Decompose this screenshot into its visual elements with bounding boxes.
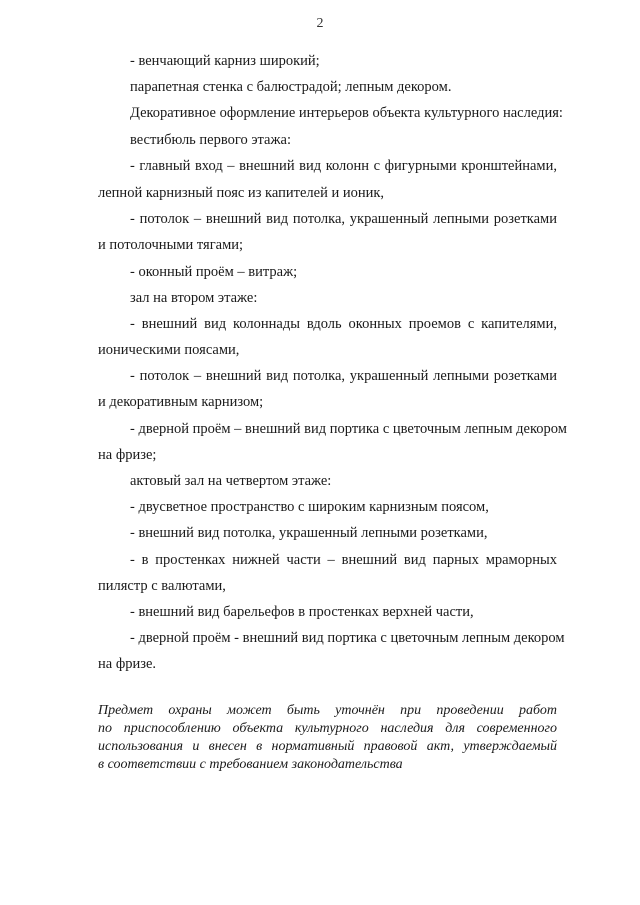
text-line: вестибюль первого этажа: [130, 132, 291, 148]
text-line: Декоративное оформление интерьеров объекта культурного наследия: [130, 105, 563, 121]
page-number: 2 [316, 16, 324, 31]
text-line: - венчающий карниз широкий; [130, 53, 320, 69]
text-line: - внешний вид колоннады вдоль оконных проемов с капителями, [130, 316, 557, 332]
text-line: - оконный проём – витраж; [130, 264, 298, 280]
text-line: - главный вход – внешний вид колонн с фигурными кронштейнами, [130, 158, 557, 174]
text-line: - внешний вид барельефов в простенках верхней части, [130, 604, 474, 620]
note-line: в соответствии с требованием законодательства [98, 757, 403, 772]
text-line: актовый зал на четвертом этаже: [130, 473, 332, 489]
text-line: зал на втором этаже: [130, 290, 258, 306]
text-line: на фризе. [98, 656, 157, 672]
text-line: - в простенках нижней части – внешний вид парных мраморных [130, 552, 557, 568]
text-line: лепной карнизный пояс из капителей и ионик, [98, 185, 385, 201]
text-line: - дверной проём - внешний вид портика с цветочным лепным декором [130, 630, 565, 646]
note-line: использования и внесен в нормативный правовой акт, утверждаемый [98, 739, 557, 754]
text-line: пилястр с валютами, [98, 578, 226, 594]
note-line: Предмет охраны может быть уточнён при проведении работ [98, 703, 557, 718]
text-line: - внешний вид потолка, украшенный лепными розетками, [130, 525, 488, 541]
text-line: на фризе; [98, 447, 157, 463]
text-line: - потолок – внешний вид потолка, украшенный лепными розетками [130, 368, 557, 384]
note-line: по приспособлению объекта культурного наследия для современного [98, 721, 557, 736]
text-line: ионическими поясами, [98, 342, 240, 358]
text-line: парапетная стенка с балюстрадой; лепным декором. [130, 79, 452, 95]
text-line: - потолок – внешний вид потолка, украшенный лепными розетками [130, 211, 557, 227]
text-line: и потолочными тягами; [98, 237, 244, 253]
text-line: - дверной проём – внешний вид портика с цветочным лепным декором [130, 421, 567, 437]
text-line: и декоративным карнизом; [98, 394, 264, 410]
text-line: - двусветное пространство с широким карнизным поясом, [130, 499, 489, 515]
